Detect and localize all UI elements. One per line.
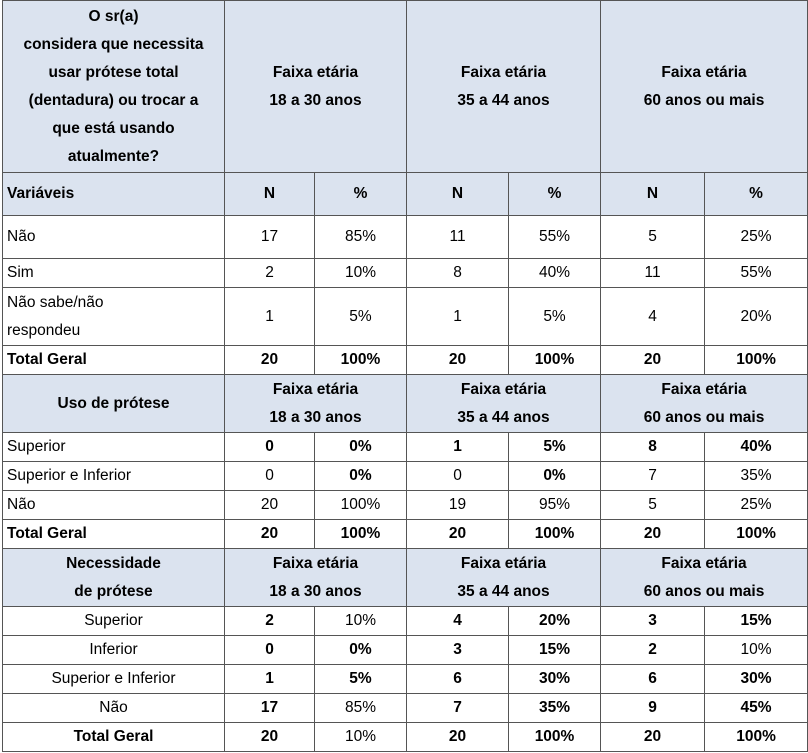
age-group-header <box>407 375 601 433</box>
cell: 10% <box>315 607 407 636</box>
age-group-range: 35 a 44 anos <box>457 582 550 600</box>
cell: 100% <box>315 491 407 520</box>
row-label: Não <box>3 216 225 259</box>
section-title <box>3 549 225 607</box>
total-label: Total Geral <box>3 346 225 375</box>
cell: 0 <box>407 462 509 491</box>
table-row <box>3 694 808 723</box>
question-cell <box>3 1 225 173</box>
cell: 6 <box>407 665 509 694</box>
cell: 100% <box>315 520 407 549</box>
row-label: Não <box>3 694 225 723</box>
cell: 100% <box>509 723 601 752</box>
cell: 3 <box>601 607 705 636</box>
age-group-range: 35 a 44 anos <box>457 408 550 426</box>
row-label: Superior <box>3 607 225 636</box>
cell: 40% <box>509 259 601 288</box>
total-row <box>3 346 808 375</box>
cell: 100% <box>509 346 601 375</box>
row-label: Superior e Inferior <box>3 462 225 491</box>
question-header-row <box>3 1 808 173</box>
cell: 10% <box>705 636 808 665</box>
question-line: que está usando <box>52 119 175 137</box>
cell: 25% <box>705 216 808 259</box>
n-header: N <box>407 173 509 216</box>
age-group-header <box>225 1 407 173</box>
cell: 15% <box>509 636 601 665</box>
cell: 1 <box>407 288 509 346</box>
cell: 30% <box>509 665 601 694</box>
row-label: Inferior <box>3 636 225 665</box>
cell: 6 <box>601 665 705 694</box>
row-label-line: Não sabe/não <box>7 293 104 311</box>
question-line: usar prótese total <box>48 63 179 81</box>
cell: 15% <box>705 607 808 636</box>
cell: 10% <box>315 259 407 288</box>
cell: 9 <box>601 694 705 723</box>
row-label: Não <box>3 491 225 520</box>
survey-table <box>2 0 808 752</box>
cell: 55% <box>705 259 808 288</box>
cell: 20 <box>407 723 509 752</box>
total-row <box>3 723 808 752</box>
cell: 7 <box>601 462 705 491</box>
cell: 100% <box>705 346 808 375</box>
cell: 20% <box>509 607 601 636</box>
cell: 20 <box>407 520 509 549</box>
age-group-header <box>407 1 601 173</box>
cell: 2 <box>225 259 315 288</box>
cell: 40% <box>705 433 808 462</box>
table-row <box>3 259 808 288</box>
table-row <box>3 462 808 491</box>
cell: 2 <box>225 607 315 636</box>
age-group-range: 60 anos ou mais <box>643 408 765 426</box>
cell: 20 <box>407 346 509 375</box>
age-group-header <box>225 375 407 433</box>
question-line: (dentadura) ou trocar a <box>28 91 199 109</box>
cell: 0% <box>315 462 407 491</box>
cell: 100% <box>315 346 407 375</box>
pct-header: % <box>705 173 808 216</box>
cell: 55% <box>509 216 601 259</box>
cell: 5% <box>315 665 407 694</box>
question-line: considera que necessita <box>23 35 204 53</box>
cell: 17 <box>225 694 315 723</box>
age-group-label: Faixa etária <box>661 63 747 81</box>
cell: 1 <box>225 665 315 694</box>
table-row <box>3 665 808 694</box>
cell: 5 <box>601 216 705 259</box>
total-label: Total Geral <box>3 723 225 752</box>
cell: 20 <box>601 723 705 752</box>
cell: 20 <box>225 520 315 549</box>
cell: 1 <box>407 433 509 462</box>
cell: 20 <box>225 491 315 520</box>
variables-label: Variáveis <box>3 173 225 216</box>
age-group-label: Faixa etária <box>272 554 359 572</box>
cell: 7 <box>407 694 509 723</box>
cell: 45% <box>705 694 808 723</box>
cell: 0% <box>315 636 407 665</box>
cell: 0% <box>315 433 407 462</box>
pct-header: % <box>509 173 601 216</box>
cell: 35% <box>705 462 808 491</box>
question-line: O sr(a) <box>88 7 139 25</box>
total-row <box>3 520 808 549</box>
cell: 20 <box>225 723 315 752</box>
cell: 85% <box>315 216 407 259</box>
table-row <box>3 433 808 462</box>
cell: 20 <box>601 346 705 375</box>
cell: 0 <box>225 462 315 491</box>
cell: 0% <box>509 462 601 491</box>
age-group-label: Faixa etária <box>460 554 547 572</box>
table-row <box>3 216 808 259</box>
row-label: Superior <box>3 433 225 462</box>
pct-header: % <box>315 173 407 216</box>
age-group-label: Faixa etária <box>661 554 747 572</box>
cell: 19 <box>407 491 509 520</box>
row-label: Sim <box>3 259 225 288</box>
cell: 95% <box>509 491 601 520</box>
total-label: Total Geral <box>3 520 225 549</box>
cell: 10% <box>315 723 407 752</box>
age-group-label: Faixa etária <box>272 380 359 398</box>
section-header-row <box>3 375 808 433</box>
row-label-line: respondeu <box>7 321 81 339</box>
age-group-range: 18 a 30 anos <box>269 408 362 426</box>
n-header: N <box>225 173 315 216</box>
cell: 35% <box>509 694 601 723</box>
cell: 8 <box>407 259 509 288</box>
section-title-line: Necessidade <box>66 554 161 572</box>
cell: 5% <box>315 288 407 346</box>
age-group-range: 18 a 30 anos <box>269 91 362 109</box>
age-group-header <box>407 549 601 607</box>
row-label <box>3 288 225 346</box>
cell: 20% <box>705 288 808 346</box>
age-group-header <box>601 1 808 173</box>
age-group-header <box>601 549 808 607</box>
table-row <box>3 636 808 665</box>
age-group-range: 35 a 44 anos <box>457 91 550 109</box>
variables-header-row <box>3 173 808 216</box>
age-group-range: 60 anos ou mais <box>643 582 765 600</box>
table-row <box>3 288 808 346</box>
cell: 5% <box>509 433 601 462</box>
age-group-header <box>225 549 407 607</box>
section-title-line: de prótese <box>74 582 153 600</box>
cell: 100% <box>705 723 808 752</box>
cell: 100% <box>705 520 808 549</box>
cell: 4 <box>601 288 705 346</box>
cell: 30% <box>705 665 808 694</box>
age-group-label: Faixa etária <box>460 63 547 81</box>
age-group-label: Faixa etária <box>272 63 359 81</box>
cell: 85% <box>315 694 407 723</box>
table-row <box>3 607 808 636</box>
cell: 3 <box>407 636 509 665</box>
section-title: Uso de prótese <box>3 375 225 433</box>
age-group-label: Faixa etária <box>661 380 747 398</box>
age-group-label: Faixa etária <box>460 380 547 398</box>
cell: 0 <box>225 636 315 665</box>
cell: 20 <box>601 520 705 549</box>
cell: 1 <box>225 288 315 346</box>
question-line: atualmente? <box>67 147 160 165</box>
cell: 5% <box>509 288 601 346</box>
cell: 20 <box>225 346 315 375</box>
cell: 8 <box>601 433 705 462</box>
cell: 17 <box>225 216 315 259</box>
cell: 2 <box>601 636 705 665</box>
age-group-range: 60 anos ou mais <box>643 91 765 109</box>
cell: 11 <box>601 259 705 288</box>
row-label: Superior e Inferior <box>3 665 225 694</box>
cell: 11 <box>407 216 509 259</box>
section-header-row <box>3 549 808 607</box>
cell: 0 <box>225 433 315 462</box>
age-group-range: 18 a 30 anos <box>269 582 362 600</box>
age-group-header <box>601 375 808 433</box>
n-header: N <box>601 173 705 216</box>
cell: 100% <box>509 520 601 549</box>
cell: 25% <box>705 491 808 520</box>
table-row <box>3 491 808 520</box>
cell: 4 <box>407 607 509 636</box>
cell: 5 <box>601 491 705 520</box>
